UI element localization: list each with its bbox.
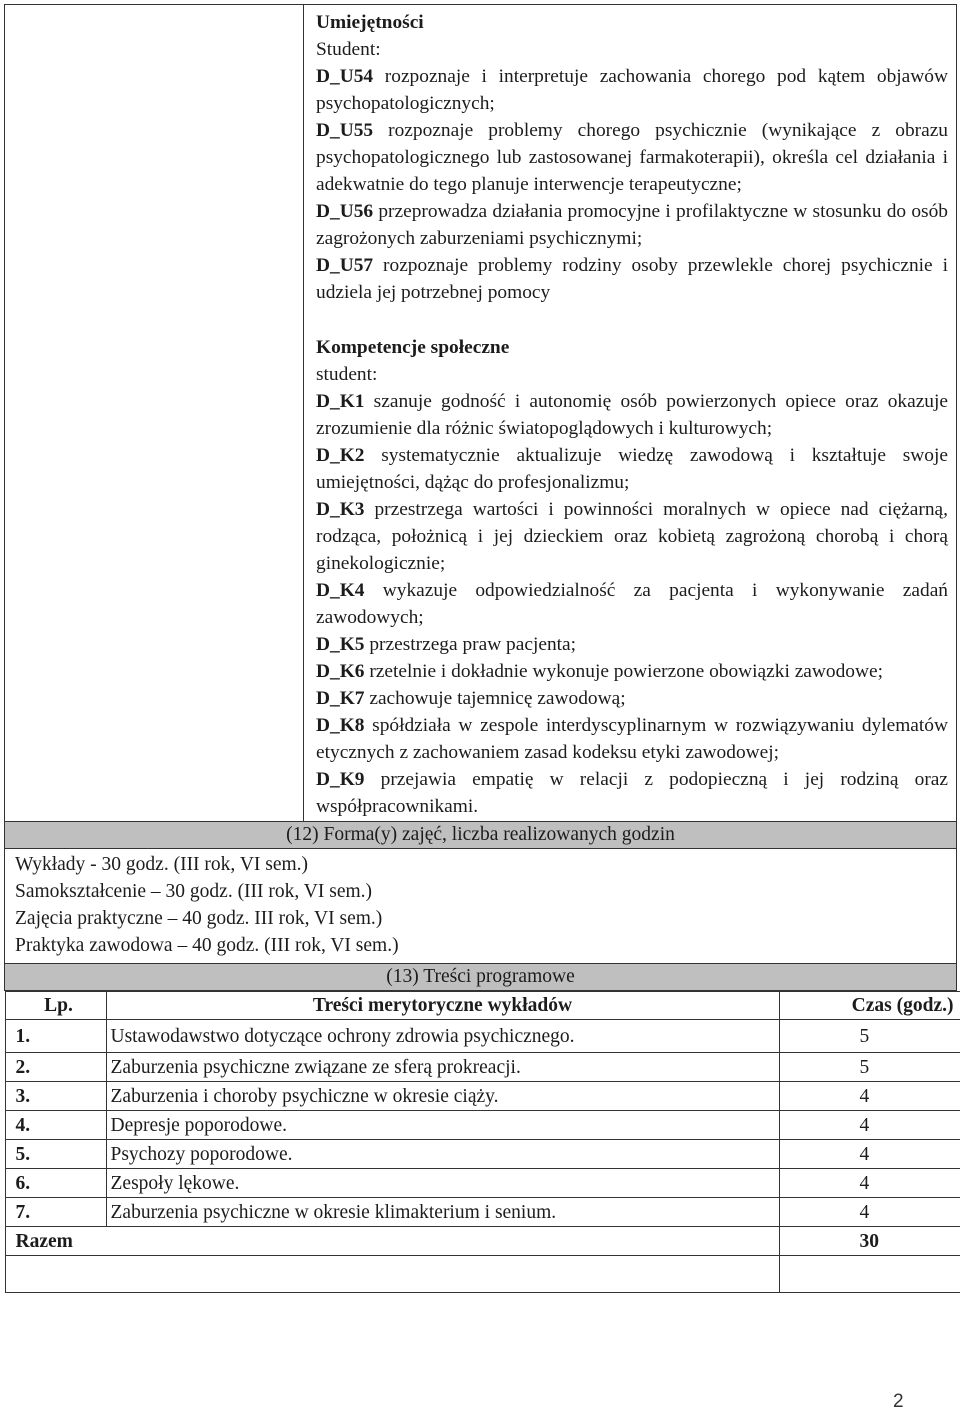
form-line: Zajęcia praktyczne – 40 godz. III rok, VI sem.) bbox=[15, 905, 956, 932]
competence-code: D_K4 bbox=[316, 580, 364, 601]
row-content: Zaburzenia i choroby psychiczne w okresie ciąży. bbox=[106, 1082, 779, 1111]
competence-text: szanuje godność i autonomię osób powierzonych opiece oraz okazuje zrozumienie dla różnic światopoglądowych i kulturowych; bbox=[316, 391, 948, 439]
outcomes-cell bbox=[304, 5, 957, 822]
row-time: 4 bbox=[779, 1140, 960, 1169]
form-line: Praktyka zawodowa – 40 godz. (III rok, VI sem.) bbox=[15, 932, 956, 959]
skill-text: rozpoznaje problemy rodziny osoby przewlekle chorej psychicznie i udziela jej potrzebnej pomocy bbox=[316, 255, 948, 303]
skills-heading: Umiejętności bbox=[316, 9, 948, 36]
skill-item bbox=[316, 117, 948, 198]
skills-intro: Student: bbox=[316, 36, 948, 63]
skill-code: D_U57 bbox=[316, 255, 373, 276]
total-time: 30 bbox=[779, 1227, 960, 1256]
skills-block bbox=[316, 9, 948, 307]
row-lp: 2. bbox=[5, 1053, 106, 1082]
row-lp: 7. bbox=[5, 1198, 106, 1227]
competence-item bbox=[316, 442, 948, 496]
content-header: Treści merytoryczne wykładów bbox=[106, 992, 779, 1020]
row-time: 5 bbox=[779, 1020, 960, 1053]
spacer-cell bbox=[779, 1256, 960, 1293]
competence-item bbox=[316, 685, 948, 712]
forms-list bbox=[5, 849, 957, 964]
table-row bbox=[5, 1082, 960, 1111]
competence-item bbox=[316, 658, 948, 685]
competence-code: D_K9 bbox=[316, 769, 364, 790]
competences-intro: student: bbox=[316, 361, 948, 388]
forms-section-header: (12) Forma(y) zajęć, liczba realizowanych godzin bbox=[5, 822, 957, 849]
skill-text: rozpoznaje i interpretuje zachowania chorego pod kątem objawów psychopatologicznych; bbox=[316, 66, 948, 114]
outcomes-label-cell bbox=[5, 5, 304, 822]
row-lp: 5. bbox=[5, 1140, 106, 1169]
competence-text: rzetelnie i dokładnie wykonuje powierzone obowiązki zawodowe; bbox=[364, 661, 883, 682]
form-line: Samokształcenie – 30 godz. (III rok, VI sem.) bbox=[15, 878, 956, 905]
competence-item bbox=[316, 712, 948, 766]
table-row bbox=[5, 1198, 960, 1227]
competence-text: zachowuje tajemnicę zawodową; bbox=[364, 688, 625, 709]
row-time: 4 bbox=[779, 1111, 960, 1140]
skill-code: D_U55 bbox=[316, 120, 373, 141]
competence-code: D_K8 bbox=[316, 715, 364, 736]
skill-code: D_U56 bbox=[316, 201, 373, 222]
competence-code: D_K6 bbox=[316, 661, 364, 682]
total-spacer-row bbox=[5, 1256, 960, 1293]
competence-text: przestrzega wartości i powinności moralnych w opiece nad ciężarną, rodząca, położnicą i jej dzieckiem oraz kobietą zagrożoną chorobą i chorą ginekologicznie; bbox=[316, 499, 948, 574]
competence-code: D_K2 bbox=[316, 445, 364, 466]
syllabus-table bbox=[4, 4, 957, 1293]
competence-text: przejawia empatię w relacji z podopieczną i jej rodziną oraz współpracownikami. bbox=[316, 769, 948, 817]
table-row bbox=[5, 1140, 960, 1169]
skill-item bbox=[316, 198, 948, 252]
form-line: Wykłady - 30 godz. (III rok, VI sem.) bbox=[15, 851, 956, 878]
table-row bbox=[5, 1020, 960, 1053]
competence-item bbox=[316, 766, 948, 820]
row-content: Depresje poporodowe. bbox=[106, 1111, 779, 1140]
competence-code: D_K5 bbox=[316, 634, 364, 655]
competence-text: spółdziała w zespole interdyscyplinarnym w rozwiązywaniu dylematów etycznych z zachowaniem zasad kodeksu etyki zawodowej; bbox=[316, 715, 948, 763]
competence-text: przestrzega praw pacjenta; bbox=[364, 634, 576, 655]
row-content: Ustawodawstwo dotyczące ochrony zdrowia psychicznego. bbox=[106, 1020, 779, 1053]
competence-text: wykazuje odpowiedzialność za pacjenta i wykonywanie zadań zawodowych; bbox=[316, 580, 948, 628]
competence-item bbox=[316, 631, 948, 658]
competence-code: D_K1 bbox=[316, 391, 364, 412]
skill-text: rozpoznaje problemy chorego psychicznie (wynikające z obrazu psychopatologicznego lub zastosowanej farmakoterapii), określa cel działania i adekwatnie do tego planuje interwencje terapeutyczne; bbox=[316, 120, 948, 195]
row-lp: 4. bbox=[5, 1111, 106, 1140]
row-time: 4 bbox=[779, 1198, 960, 1227]
table-row bbox=[5, 1053, 960, 1082]
competences-block bbox=[316, 334, 948, 822]
total-label: Razem bbox=[5, 1227, 779, 1256]
competences-heading: Kompetencje społeczne bbox=[316, 334, 948, 361]
row-content: Zaburzenia psychiczne związane ze sferą prokreacji. bbox=[106, 1053, 779, 1082]
program-table-cell bbox=[5, 991, 957, 1294]
skill-code: D_U54 bbox=[316, 66, 373, 87]
skill-item bbox=[316, 252, 948, 306]
row-lp: 6. bbox=[5, 1169, 106, 1198]
forms-section-number: 12 bbox=[293, 824, 313, 845]
page-number: 2 bbox=[893, 1391, 904, 1413]
row-time: 4 bbox=[779, 1082, 960, 1111]
program-section-header: (13) Treści programowe bbox=[5, 964, 957, 991]
competence-code: D_K3 bbox=[316, 499, 364, 520]
time-header: Czas (godz.) bbox=[779, 992, 960, 1020]
row-content: Zaburzenia psychiczne w okresie klimakterium i senium. bbox=[106, 1198, 779, 1227]
row-lp: 3. bbox=[5, 1082, 106, 1111]
row-time: 4 bbox=[779, 1169, 960, 1198]
competence-code: D_K7 bbox=[316, 688, 364, 709]
skill-text: przeprowadza działania promocyjne i profilaktyczne w stosunku do osób zagrożonych zaburzeniami psychicznymi; bbox=[316, 201, 948, 249]
row-lp: 1. bbox=[5, 1020, 106, 1053]
program-header-row bbox=[5, 992, 960, 1020]
forms-section-title: Forma(y) zajęć, liczba realizowanych godzin bbox=[319, 824, 675, 845]
row-content: Zespoły lękowe. bbox=[106, 1169, 779, 1198]
competence-item bbox=[316, 577, 948, 631]
table-row bbox=[5, 1169, 960, 1198]
row-content: Psychozy poporodowe. bbox=[106, 1140, 779, 1169]
row-time: 5 bbox=[779, 1053, 960, 1082]
section-gap bbox=[316, 307, 948, 334]
competence-text: systematycznie aktualizuje wiedzę zawodową i kształtuje swoje umiejętności, dążąc do profesjonalizmu; bbox=[316, 445, 948, 493]
program-section-title: Treści programowe bbox=[419, 966, 575, 987]
program-section-number: 13 bbox=[393, 966, 413, 987]
total-row bbox=[5, 1227, 960, 1256]
lp-header: Lp. bbox=[5, 992, 106, 1020]
competence-item bbox=[316, 388, 948, 442]
table-row bbox=[5, 1111, 960, 1140]
program-table bbox=[5, 991, 960, 1293]
spacer-cell bbox=[5, 1256, 779, 1293]
competence-item bbox=[316, 496, 948, 577]
skill-item bbox=[316, 63, 948, 117]
